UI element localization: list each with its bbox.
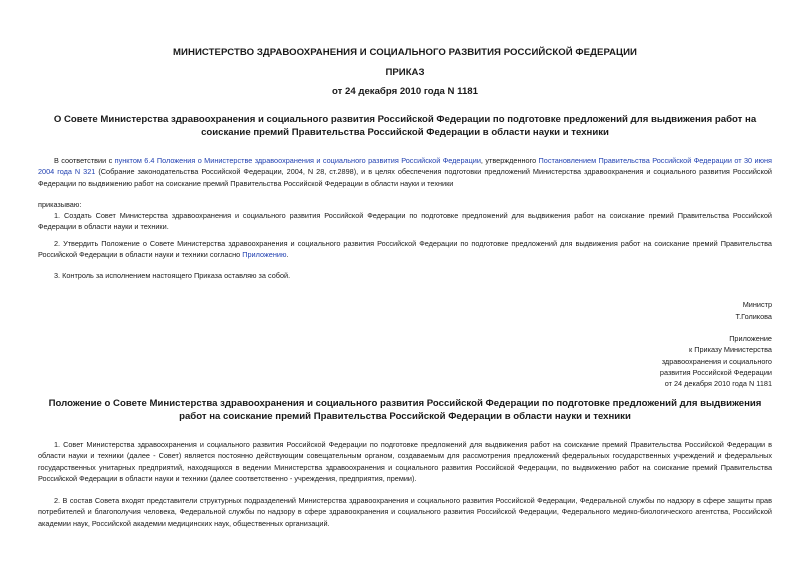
regulation-item-1: 1. Совет Министерства здравоохранения и социального развития Российской Федерации по подготовке предложений для выдвижения работ на соискание премий Правительства Российской Федерации в области науки и техники (далее - Совет) является постоянно действующим совещательным органом, создаваемым для рассмотрения предложений федеральных государственных учреждений и федеральных государственных унитарных предприятий, находящихся в ведении Министерства здравоохранения и социального развития Российской Федерации, по выдвижению работ на соискание премий Правительства Российской Федерации в области науки и техники (далее соответственно - учреждения, предприятия, премии). xyxy=(38,440,772,483)
appendix-ref-line: Приложение xyxy=(729,334,772,343)
appendix-reference-block xyxy=(572,333,772,389)
regulation-title: Положение о Совете Министерства здравоохранения и социального развития Российской Федерации по подготовке предложений для выдвижения работ на соискание премий Правительства Российской Федерации в области науки и техники xyxy=(48,398,762,422)
appendix-ref-line: развития Российской Федерации xyxy=(659,367,772,377)
order-directive-word: приказываю: xyxy=(38,200,82,209)
order-item-3: 3. Контроль за исполнением настоящего Приказа оставляю за собой. xyxy=(54,271,291,280)
government-decree-link[interactable]: Постановлением Правительства Российской Федерации от 30 июня 2004 года N 321 xyxy=(38,156,773,177)
appendix-ref-line: от 24 декабря 2010 года N 1181 xyxy=(664,379,772,389)
preamble-text-3: (Собрание законодательства Российской Федерации, 2004, N 28, ст.2898), и в целях обеспечения подготовки предложений Министерства здравоохранения и социального развития Российской Федерации по выдвижению работ на соискание премий Правительства Российской Федерации в области науки и техники xyxy=(38,167,772,188)
order-heading: ПРИКАЗ xyxy=(385,67,425,78)
preamble-text-1: В соответствии с xyxy=(54,156,115,165)
order-item-1: 1. Создать Совет Министерства здравоохранения и социального развития Российской Федерации по подготовке предложений для выдвижения работ на соискание премий Правительства Российской Федерации в области науки и техники. xyxy=(38,211,772,232)
order-item-2 xyxy=(38,238,772,261)
regulation-item-2: 2. В состав Совета входят представители структурных подразделений Министерства здравоохранения и социального развития Российской Федерации, Федеральной службы по надзору в сфере защиты прав потребителей и благополучия человека, Федеральной службы по надзору в сфере здравоохранения и социального развития Российской Федерации, Федерального медико-биологического агентства, Российской академии наук, Российской академии медицинских наук, общественных организаций. xyxy=(38,496,772,528)
order-item-2-text: 2. Утвердить Положение о Совете Министерства здравоохранения и социального развития Российской Федерации по подготовке предложений для выдвижения работ на соискание премий Правительства Российской Федерации в области науки и техники согласно xyxy=(38,239,772,260)
preamble-text-2: , утвержденного xyxy=(480,156,539,165)
preamble-paragraph xyxy=(38,155,772,189)
ministry-heading: МИНИСТЕРСТВО ЗДРАВООХРАНЕНИЯ И СОЦИАЛЬНОГО РАЗВИТИЯ РОССИЙСКОЙ ФЕДЕРАЦИИ xyxy=(172,47,637,58)
appendix-ref-line: здравоохранения и социального xyxy=(661,356,772,366)
appendix-ref-line: к Приказу Министерства xyxy=(689,345,772,355)
order-date-number: от 24 декабря 2010 года N 1181 xyxy=(332,86,478,97)
appendix-link[interactable]: Приложению xyxy=(242,250,287,260)
order-item-2-end: . xyxy=(286,250,289,260)
signature-position: Министр xyxy=(742,300,772,309)
order-subject-title: О Совете Министерства здравоохранения и социального развития Российской Федерации по подготовке предложений для выдвижения работ на соискание премий Правительства Российской Федерации в области науки и техники xyxy=(53,114,757,138)
signature-name: Т.Голикова xyxy=(735,312,772,321)
regulation-clause-link[interactable]: пунктом 6.4 Положения о Министерстве здравоохранения и социального развития Российской Федерации xyxy=(114,156,481,165)
